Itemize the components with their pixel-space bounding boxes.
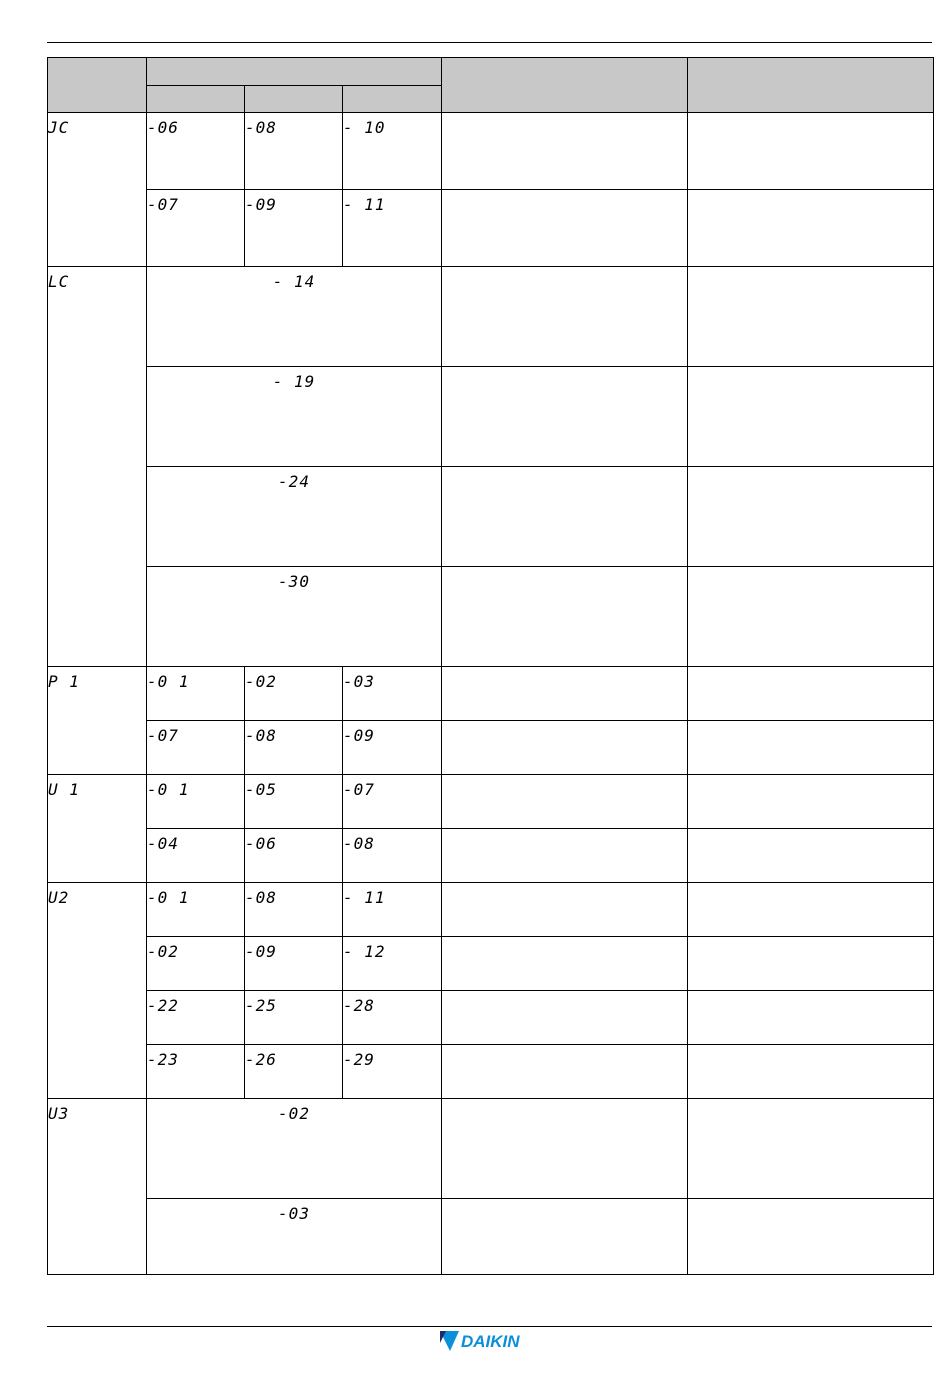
main-code-cell bbox=[48, 667, 147, 775]
solution-cell bbox=[688, 991, 934, 1045]
solution-cell bbox=[688, 113, 934, 190]
main-code-cell bbox=[48, 1099, 147, 1275]
sub-code-cell bbox=[147, 1099, 442, 1199]
table-row bbox=[48, 829, 934, 883]
description-cell bbox=[442, 667, 688, 721]
sub-code: -08 bbox=[245, 888, 277, 907]
sub-code: - 12 bbox=[343, 942, 386, 961]
description-cell bbox=[442, 267, 688, 367]
sub-code: -03 bbox=[343, 672, 375, 691]
solution-cell bbox=[688, 1045, 934, 1099]
description-cell bbox=[442, 1045, 688, 1099]
solution-cell bbox=[688, 883, 934, 937]
sub-code: -26 bbox=[245, 1050, 277, 1069]
sub-code-cell bbox=[245, 667, 343, 721]
sub-code-cell bbox=[147, 667, 245, 721]
sub-code-cell bbox=[147, 829, 245, 883]
table-row bbox=[48, 991, 934, 1045]
table-row bbox=[48, 1099, 934, 1199]
solution-cell bbox=[688, 829, 934, 883]
sub-code: - 14 bbox=[272, 272, 316, 291]
sub-code-cell bbox=[343, 721, 442, 775]
sub-code-cell bbox=[147, 991, 245, 1045]
sub-code: -09 bbox=[343, 726, 375, 745]
header-sub-code-col-1 bbox=[147, 86, 245, 113]
main-code: P 1 bbox=[48, 672, 80, 691]
sub-code: -25 bbox=[245, 996, 277, 1015]
description-cell bbox=[442, 567, 688, 667]
description-cell bbox=[442, 367, 688, 467]
main-code: LC bbox=[48, 272, 70, 291]
sub-code: -08 bbox=[245, 118, 277, 137]
sub-code-cell bbox=[343, 937, 442, 991]
sub-code: -22 bbox=[147, 996, 179, 1015]
sub-code-cell bbox=[147, 883, 245, 937]
description-cell bbox=[442, 1099, 688, 1199]
sub-code-cell bbox=[343, 113, 442, 190]
sub-code-cell bbox=[343, 667, 442, 721]
table-row bbox=[48, 937, 934, 991]
sub-code-cell bbox=[147, 1199, 442, 1275]
sub-code-cell bbox=[147, 113, 245, 190]
sub-code-cell bbox=[147, 190, 245, 267]
main-code-cell bbox=[48, 113, 147, 267]
header-sub-code-col-2 bbox=[245, 86, 343, 113]
description-cell bbox=[442, 721, 688, 775]
solution-cell bbox=[688, 190, 934, 267]
table-row bbox=[48, 190, 934, 267]
sub-code: -02 bbox=[245, 672, 277, 691]
header-sub-code-col-3 bbox=[343, 86, 442, 113]
sub-code: - 11 bbox=[343, 888, 386, 907]
sub-code: -08 bbox=[343, 834, 375, 853]
sub-code: -0 1 bbox=[147, 672, 190, 691]
sub-code-cell bbox=[147, 721, 245, 775]
table-row bbox=[48, 467, 934, 567]
header-solution bbox=[688, 58, 934, 113]
sub-code-cell bbox=[147, 267, 442, 367]
logo-text: DAIKIN bbox=[461, 1332, 520, 1351]
sub-code: -28 bbox=[343, 996, 375, 1015]
main-code: JC bbox=[48, 118, 70, 137]
footer-rule bbox=[47, 1326, 932, 1327]
sub-code: - 19 bbox=[272, 372, 316, 391]
description-cell bbox=[442, 991, 688, 1045]
solution-cell bbox=[688, 367, 934, 467]
sub-code-cell bbox=[147, 567, 442, 667]
description-cell bbox=[442, 190, 688, 267]
main-code: U 1 bbox=[48, 780, 80, 799]
solution-cell bbox=[688, 467, 934, 567]
header-sub-code bbox=[147, 58, 442, 86]
table-row bbox=[48, 775, 934, 829]
description-cell bbox=[442, 883, 688, 937]
solution-cell bbox=[688, 267, 934, 367]
description-cell bbox=[442, 113, 688, 190]
solution-cell bbox=[688, 721, 934, 775]
main-code-cell bbox=[48, 883, 147, 1099]
sub-code: -07 bbox=[343, 780, 375, 799]
table-row bbox=[48, 113, 934, 190]
table-row bbox=[48, 667, 934, 721]
sub-code-cell bbox=[245, 113, 343, 190]
sub-code: - 10 bbox=[343, 118, 386, 137]
solution-cell bbox=[688, 1099, 934, 1199]
sub-code-cell bbox=[147, 367, 442, 467]
sub-code-cell bbox=[245, 937, 343, 991]
sub-code-cell bbox=[147, 1045, 245, 1099]
sub-code-cell bbox=[245, 883, 343, 937]
sub-code-cell bbox=[343, 991, 442, 1045]
sub-code: -08 bbox=[245, 726, 277, 745]
sub-code-cell bbox=[147, 467, 442, 567]
daikin-logo-icon bbox=[440, 1330, 540, 1352]
table-row bbox=[48, 1045, 934, 1099]
table-row bbox=[48, 1199, 934, 1275]
sub-code: -07 bbox=[147, 726, 179, 745]
table-row bbox=[48, 267, 934, 367]
description-cell bbox=[442, 937, 688, 991]
sub-code-cell bbox=[147, 937, 245, 991]
sub-code: - 11 bbox=[343, 195, 386, 214]
table-row bbox=[48, 721, 934, 775]
sub-code-cell bbox=[343, 883, 442, 937]
sub-code-cell bbox=[245, 829, 343, 883]
sub-code: -09 bbox=[245, 195, 277, 214]
solution-cell bbox=[688, 567, 934, 667]
sub-code: -02 bbox=[147, 942, 179, 961]
sub-code: -23 bbox=[147, 1050, 179, 1069]
sub-code-cell bbox=[245, 991, 343, 1045]
sub-code-cell bbox=[245, 190, 343, 267]
sub-code-cell bbox=[343, 829, 442, 883]
sub-code: -04 bbox=[147, 834, 179, 853]
sub-code-cell bbox=[245, 1045, 343, 1099]
sub-code-cell bbox=[343, 190, 442, 267]
table-row bbox=[48, 367, 934, 467]
sub-code-cell bbox=[245, 775, 343, 829]
solution-cell bbox=[688, 937, 934, 991]
sub-code: -06 bbox=[245, 834, 277, 853]
sub-code-cell bbox=[343, 775, 442, 829]
sub-code: -05 bbox=[245, 780, 277, 799]
sub-code: -07 bbox=[147, 195, 179, 214]
main-code: U2 bbox=[48, 888, 70, 907]
sub-code-cell bbox=[343, 1045, 442, 1099]
sub-code: -03 bbox=[278, 1204, 310, 1223]
description-cell bbox=[442, 775, 688, 829]
main-code-cell bbox=[48, 775, 147, 883]
sub-code-cell bbox=[245, 721, 343, 775]
sub-code: -0 1 bbox=[147, 780, 190, 799]
sub-code: -29 bbox=[343, 1050, 375, 1069]
sub-code: -02 bbox=[278, 1104, 310, 1123]
table-row bbox=[48, 567, 934, 667]
solution-cell bbox=[688, 1199, 934, 1275]
solution-cell bbox=[688, 667, 934, 721]
sub-code: -30 bbox=[278, 572, 310, 591]
main-code: U3 bbox=[48, 1104, 70, 1123]
header-description bbox=[442, 58, 688, 113]
sub-code: -0 1 bbox=[147, 888, 190, 907]
header-rule bbox=[47, 42, 932, 43]
description-cell bbox=[442, 829, 688, 883]
sub-code-cell bbox=[147, 775, 245, 829]
error-code-table bbox=[47, 57, 934, 1275]
sub-code: -09 bbox=[245, 942, 277, 961]
sub-code: -06 bbox=[147, 118, 179, 137]
sub-code: -24 bbox=[278, 472, 310, 491]
table-row bbox=[48, 883, 934, 937]
description-cell bbox=[442, 467, 688, 567]
main-code-cell bbox=[48, 267, 147, 667]
header-main-code bbox=[48, 58, 147, 113]
solution-cell bbox=[688, 775, 934, 829]
description-cell bbox=[442, 1199, 688, 1275]
